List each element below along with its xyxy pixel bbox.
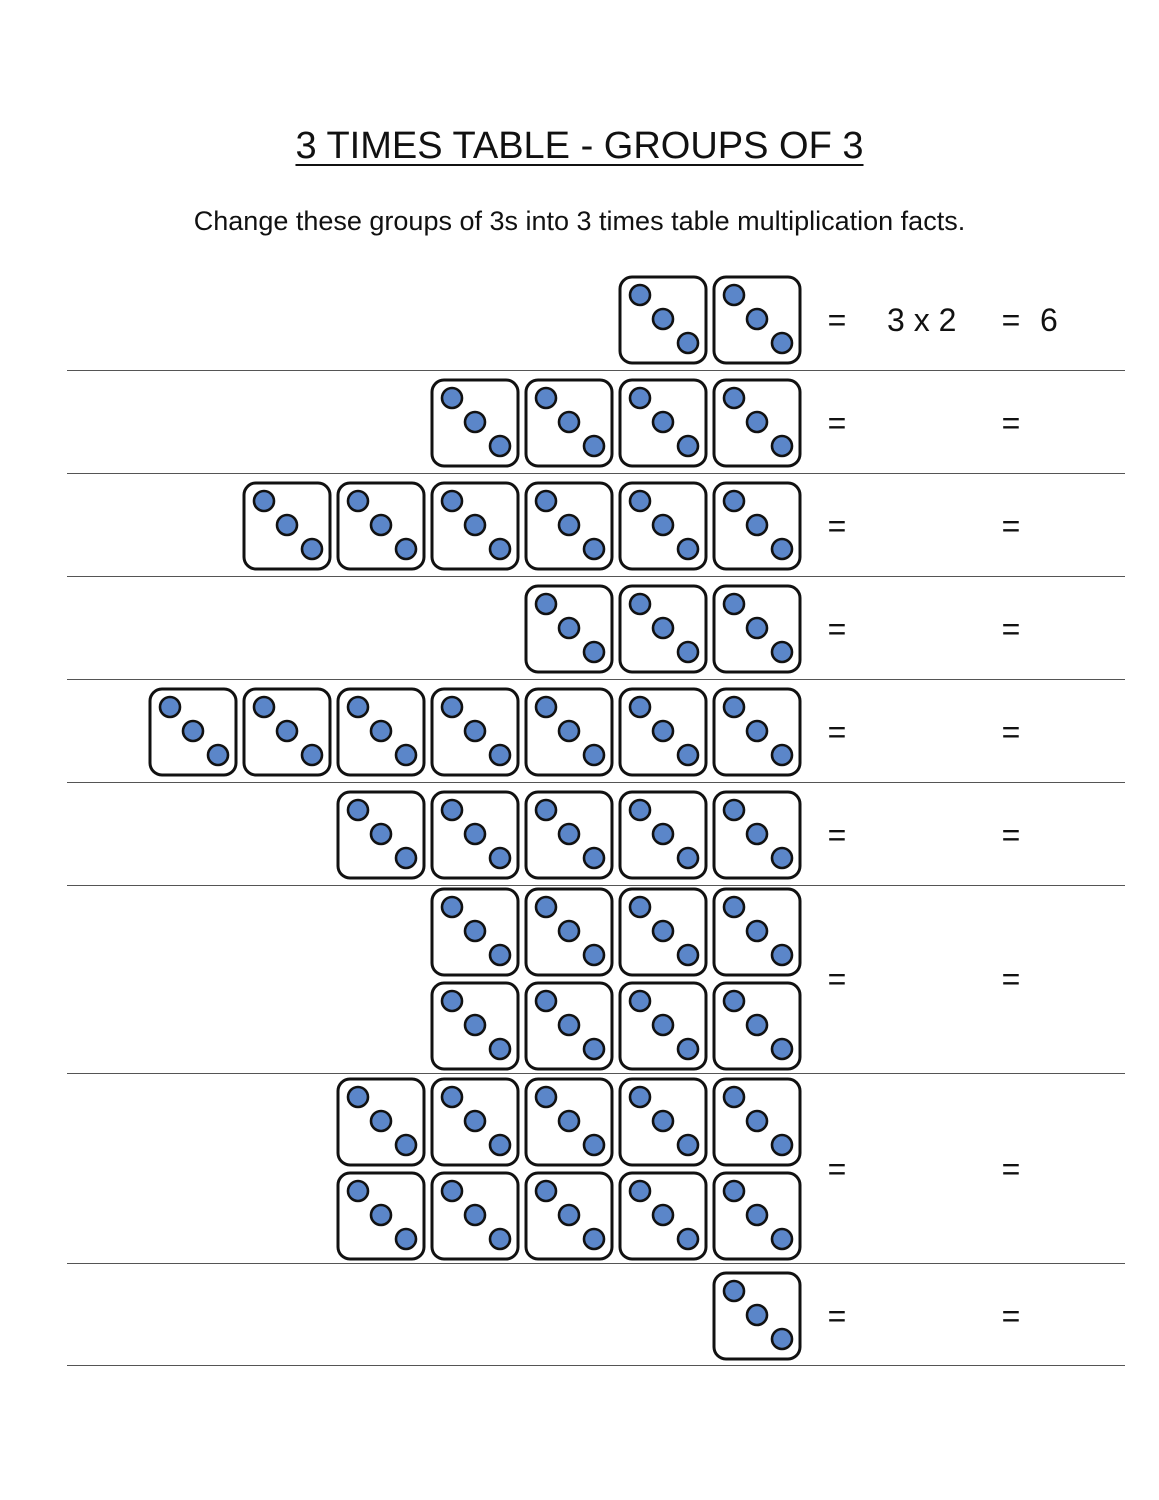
dice-group-of-three [524, 790, 614, 880]
dice-group-of-three [618, 981, 708, 1071]
equals-sign: = [1001, 714, 1021, 750]
problem-divider [67, 576, 1125, 577]
dice-group-of-three [618, 584, 708, 674]
problem-divider [67, 370, 1125, 371]
product-answer[interactable]: 6 [1040, 302, 1058, 338]
equals-sign: = [827, 817, 847, 853]
dice-group-of-three [430, 687, 520, 777]
dice-group-of-three [618, 378, 708, 468]
dice-group-of-three [618, 687, 708, 777]
equals-sign: = [827, 508, 847, 544]
dice-group-of-three [524, 687, 614, 777]
multiplication-answer[interactable]: 3 x 2 [887, 302, 957, 338]
dice-group-of-three [712, 1077, 802, 1167]
equals-sign: = [1001, 1151, 1021, 1187]
equals-sign: = [1001, 611, 1021, 647]
dice-group-of-three [712, 1271, 802, 1361]
dice-group-of-three [524, 1077, 614, 1167]
dice-group-of-three [336, 790, 426, 880]
dice-group-of-three [618, 887, 708, 977]
dice-group-of-three [712, 1171, 802, 1261]
problem-divider [67, 1073, 1125, 1074]
worksheet-title-text: 3 TIMES TABLE - GROUPS OF 3 [295, 125, 864, 167]
equals-sign: = [1001, 302, 1021, 338]
equals-sign: = [1001, 1297, 1021, 1334]
equals-sign: = [827, 302, 847, 338]
equals-sign: = [1001, 508, 1021, 544]
equals-sign: = [827, 1297, 847, 1334]
equals-sign: = [827, 611, 847, 647]
dice-group-of-three [524, 481, 614, 571]
dice-group-of-three [430, 1077, 520, 1167]
equals-sign: = [827, 714, 847, 750]
dice-group-of-three [712, 790, 802, 880]
equals-sign: = [1001, 961, 1021, 997]
dice-group-of-three [430, 887, 520, 977]
dice-group-of-three [712, 584, 802, 674]
dice-group-of-three [618, 481, 708, 571]
dice-group-of-three [430, 981, 520, 1071]
equals-sign: = [827, 405, 847, 441]
dice-group-of-three [712, 378, 802, 468]
dice-group-of-three [430, 481, 520, 571]
dice-group-of-three [148, 687, 238, 777]
dice-group-of-three [336, 1171, 426, 1261]
dice-group-of-three [712, 275, 802, 365]
dice-group-of-three [618, 1077, 708, 1167]
worksheet-instructions: Change these groups of 3s into 3 times table multiplication facts. [193, 206, 966, 236]
equals-sign: = [827, 1151, 847, 1187]
dice-group-of-three [336, 687, 426, 777]
dice-group-of-three [524, 584, 614, 674]
dice-group-of-three [430, 1171, 520, 1261]
dice-group-of-three [618, 1171, 708, 1261]
dice-group-of-three [712, 887, 802, 977]
problem-divider [67, 885, 1125, 886]
dice-group-of-three [430, 378, 520, 468]
dice-group-of-three [712, 981, 802, 1071]
problem-divider [67, 782, 1125, 783]
dice-group-of-three [242, 481, 332, 571]
dice-group-of-three [524, 378, 614, 468]
equals-sign: = [1001, 405, 1021, 441]
dice-group-of-three [618, 275, 708, 365]
dice-group-of-three [524, 887, 614, 977]
dice-group-of-three [242, 687, 332, 777]
equals-sign: = [827, 961, 847, 997]
problem-divider [67, 679, 1125, 680]
equals-sign: = [1001, 817, 1021, 853]
dice-group-of-three [712, 687, 802, 777]
problem-divider [67, 1263, 1125, 1264]
dice-group-of-three [430, 790, 520, 880]
dice-group-of-three [524, 981, 614, 1071]
dice-group-of-three [618, 790, 708, 880]
dice-group-of-three [712, 481, 802, 571]
problem-divider [67, 1365, 1125, 1366]
dice-group-of-three [336, 1077, 426, 1167]
problem-divider [67, 473, 1125, 474]
dice-group-of-three [336, 481, 426, 571]
dice-group-of-three [524, 1171, 614, 1261]
